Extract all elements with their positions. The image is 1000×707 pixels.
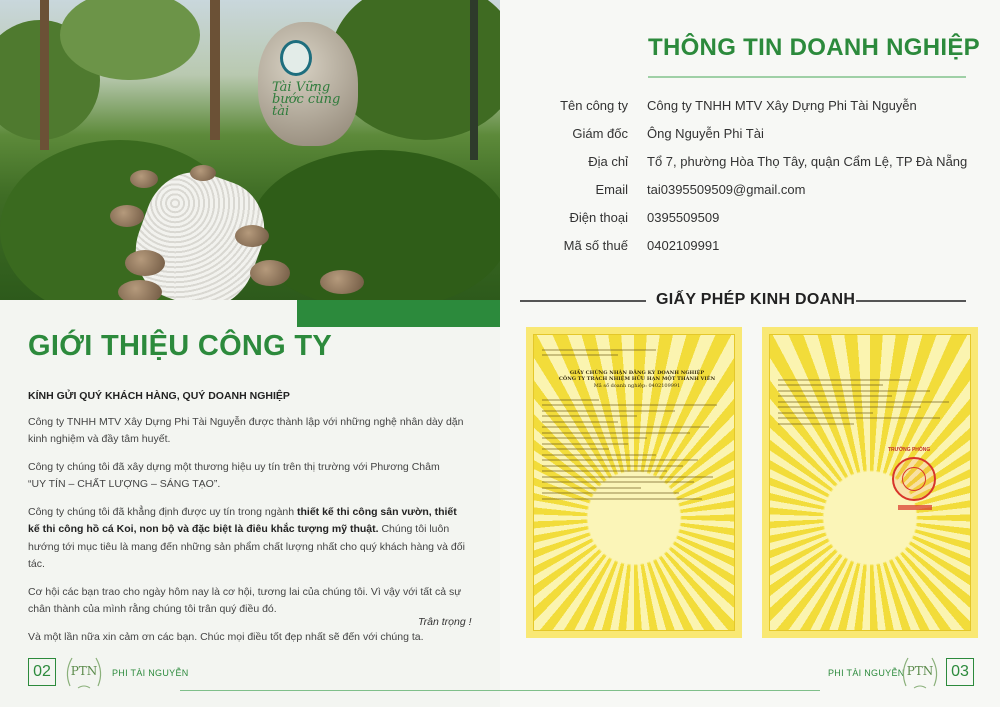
- greeting: KÍNH GỬI QUÝ KHÁCH HÀNG, QUÝ DOANH NGHIỆP: [28, 390, 290, 402]
- seal-title: TRƯỞNG PHÒNG: [888, 447, 931, 453]
- info-label: Giám đốc: [572, 126, 628, 141]
- footer-rule-left: [180, 690, 500, 691]
- info-title-rule: [648, 76, 966, 78]
- red-seal-icon: [892, 457, 936, 501]
- paragraph-3-bold: thiết kế thi công sân vườn, thiết kế thi công hồ cá Koi, non bộ và đặc biệt là điêu khắc tượng mỹ thuật.: [28, 505, 457, 535]
- right-page: [500, 0, 1000, 707]
- paragraph-4: Cơ hội các bạn trao cho ngày hôm nay là cơ hội, tương lai của chúng tôi. Vì vậy với tất cả sự chân thành của mình rằng chúng tôi trân quý điều đó.: [28, 585, 462, 615]
- brand-name-left: PHI TÀI NGUYỄN: [112, 668, 189, 678]
- logo-text: PTN: [70, 664, 98, 678]
- business-certificate-page-1: [526, 327, 742, 638]
- certificate-text: [542, 345, 732, 503]
- info-label: Địa chỉ: [588, 154, 628, 169]
- brand-name-right: PHI TÀI NGUYỄN: [828, 668, 905, 678]
- page-number-left: 02: [28, 658, 56, 686]
- footer-rule-right: [500, 690, 820, 691]
- certificate-heading: GIẤY CHỨNG NHẬN ĐĂNG KÝ DOANH NGHIỆP: [569, 369, 705, 376]
- certificate-subheading: CÔNG TY TRÁCH NHIỆM HỮU HẠN MỘT THÀNH VIÊN: [558, 376, 716, 382]
- info-value: Công ty TNHH MTV Xây Dựng Phi Tài Nguyễn: [647, 98, 917, 113]
- certificate-body: [533, 334, 735, 631]
- certificate-body: [769, 334, 971, 631]
- intro-title: GIỚI THIỆU CÔNG TY: [28, 330, 333, 362]
- paragraph-3-a: Công ty chúng tôi đã khẳng định được uy tín trong ngành: [28, 505, 298, 518]
- signature-line: Trân trọng !: [418, 616, 472, 628]
- info-label: Email: [595, 182, 628, 197]
- page-number-right: 03: [946, 658, 974, 686]
- logo-text: PTN: [906, 664, 934, 678]
- paragraph-2: [28, 459, 468, 494]
- certificate-code: Mã số doanh nghiệp: 0402109991: [593, 382, 681, 389]
- paragraph-5: Và một lần nữa xin cảm ơn các bạn. Chúc mọi điều tốt đẹp nhất sẽ đến với chúng ta.: [28, 630, 424, 643]
- license-rule-left: [520, 300, 646, 302]
- email-link[interactable]: tai0395509509@gmail.com: [647, 182, 806, 197]
- ptn-logo-left: [60, 648, 108, 696]
- info-value: Ông Nguyễn Phi Tài: [647, 126, 764, 141]
- business-certificate-page-2: [762, 327, 978, 638]
- paragraph-3: [28, 504, 468, 574]
- certificate-text: [778, 375, 968, 428]
- signature-stamp: [898, 505, 932, 510]
- ptn-logo-right: [896, 648, 944, 696]
- motto: “UY TÍN – CHẤT LƯỢNG – SÁNG TẠO”.: [28, 478, 221, 490]
- info-value: 0402109991: [647, 238, 720, 253]
- stone-emblem-icon: [280, 40, 312, 76]
- info-label: Điện thoại: [569, 210, 628, 225]
- info-value: Tổ 7, phường Hòa Thọ Tây, quận Cẩm Lệ, TP Đà Nẵng: [647, 154, 968, 169]
- info-title: THÔNG TIN DOANH NGHIỆP: [648, 34, 980, 61]
- paragraph-2-text: Công ty chúng tôi đã xây dựng một thương hiệu uy tín trên thị trường với Phương Châm: [28, 460, 440, 473]
- info-label: Mã số thuế: [563, 238, 628, 253]
- accent-bar: [297, 300, 500, 327]
- phone-link[interactable]: 0395509509: [647, 210, 720, 225]
- paragraph-3-c: Chúng tôi luôn hướng tới mục tiêu là mang đến những sản phẩm chất lượng nhất cho quý khách hàng và đối tác.: [28, 523, 465, 570]
- stone-carving: Tài Vững bước cùng tài: [272, 80, 341, 119]
- intro-body: [28, 388, 468, 656]
- license-rule-right: [856, 300, 966, 302]
- info-label: Tên công ty: [560, 98, 628, 113]
- paragraph-1: Công ty TNHH MTV Xây Dựng Phi Tài Nguyễn được thành lập với những nghệ nhân dày dặn kinh nghiệm và đầy tâm huyết.: [28, 415, 464, 445]
- garden-photo: [0, 0, 500, 300]
- license-title: GIẤY PHÉP KINH DOANH: [656, 291, 856, 308]
